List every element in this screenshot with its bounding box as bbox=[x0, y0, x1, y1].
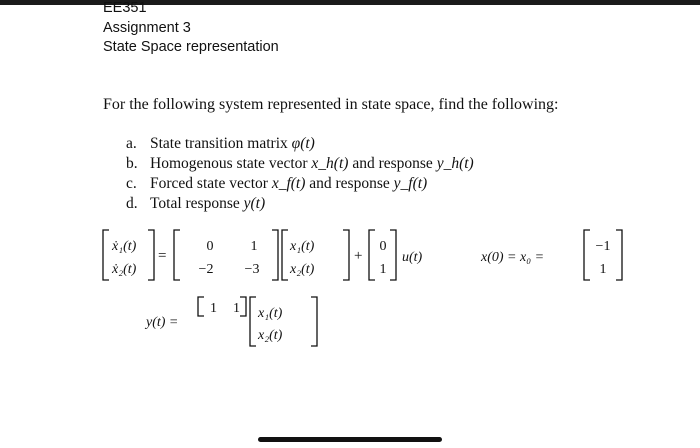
task-label: a. bbox=[126, 135, 137, 152]
input-signal: u(t) bbox=[402, 250, 423, 265]
x0-entry: 1 bbox=[599, 262, 607, 277]
home-indicator-bar[interactable] bbox=[258, 437, 442, 442]
output-lhs: y(t) = bbox=[146, 315, 179, 330]
A-entry: −2 bbox=[198, 262, 214, 277]
bracket-right bbox=[343, 230, 349, 280]
bracket-left bbox=[198, 297, 204, 316]
assignment-title: Assignment 3 bbox=[103, 20, 191, 36]
task-label: b. bbox=[126, 155, 138, 172]
bracket-left bbox=[584, 230, 590, 280]
bracket-left bbox=[369, 230, 375, 280]
equals-sign: = bbox=[158, 248, 167, 264]
output-state-1: x₁(t) bbox=[258, 306, 283, 321]
bracket-left bbox=[282, 230, 288, 280]
task-label: d. bbox=[126, 195, 138, 212]
task-item-d bbox=[126, 195, 265, 213]
task-math: x_f(t) bbox=[271, 175, 306, 192]
bracket-right bbox=[390, 230, 396, 280]
bracket-right bbox=[311, 297, 317, 346]
x0-entry: −1 bbox=[595, 239, 611, 254]
bracket-left bbox=[250, 297, 256, 346]
task-item-b bbox=[126, 155, 474, 173]
task-item-a bbox=[126, 135, 315, 153]
A-entry: 0 bbox=[206, 239, 214, 254]
task-text: Forced state vector bbox=[150, 175, 272, 192]
task-math-2: y_f(t) bbox=[393, 175, 428, 192]
C-entry: 1 bbox=[233, 301, 240, 316]
A-entry: −3 bbox=[244, 262, 260, 277]
output-state-2: x₂(t) bbox=[258, 328, 283, 343]
task-text-2: and response bbox=[305, 175, 394, 192]
state-2: x₂(t) bbox=[290, 262, 315, 277]
A-entry: 1 bbox=[250, 239, 258, 254]
bracket-left bbox=[174, 230, 180, 280]
plus-sign: + bbox=[354, 248, 363, 264]
B-entry: 0 bbox=[379, 239, 387, 254]
task-text: Homogenous state vector bbox=[150, 155, 312, 172]
B-entry: 1 bbox=[379, 262, 387, 277]
task-text-2: and response bbox=[348, 155, 437, 172]
state-dot-1: ẋ₁(t) bbox=[112, 239, 137, 254]
assignment-topic: State Space representation bbox=[103, 39, 279, 55]
task-math-2: y_h(t) bbox=[436, 155, 474, 172]
state-space-equations bbox=[100, 228, 660, 348]
bracket-left bbox=[103, 230, 109, 280]
task-text: State transition matrix bbox=[150, 135, 292, 152]
C-entry: 1 bbox=[210, 301, 217, 316]
course-code: EE351 bbox=[103, 0, 147, 16]
task-text: Total response bbox=[150, 195, 244, 212]
problem-prompt: For the following system represented in state space, find the following: bbox=[103, 96, 559, 113]
task-item-c bbox=[126, 175, 427, 193]
task-label: c. bbox=[126, 175, 137, 192]
bracket-right bbox=[148, 230, 154, 280]
state-1: x₁(t) bbox=[290, 239, 315, 254]
initial-condition-lhs: x(0) = x₀ = bbox=[481, 250, 545, 265]
state-dot-2: ẋ₂(t) bbox=[112, 262, 137, 277]
bracket-right bbox=[616, 230, 622, 280]
task-math: y(t) bbox=[243, 195, 266, 212]
bracket-right bbox=[240, 297, 246, 316]
task-math: φ(t) bbox=[291, 135, 315, 152]
task-math: x_h(t) bbox=[311, 155, 349, 172]
bracket-right bbox=[272, 230, 278, 280]
